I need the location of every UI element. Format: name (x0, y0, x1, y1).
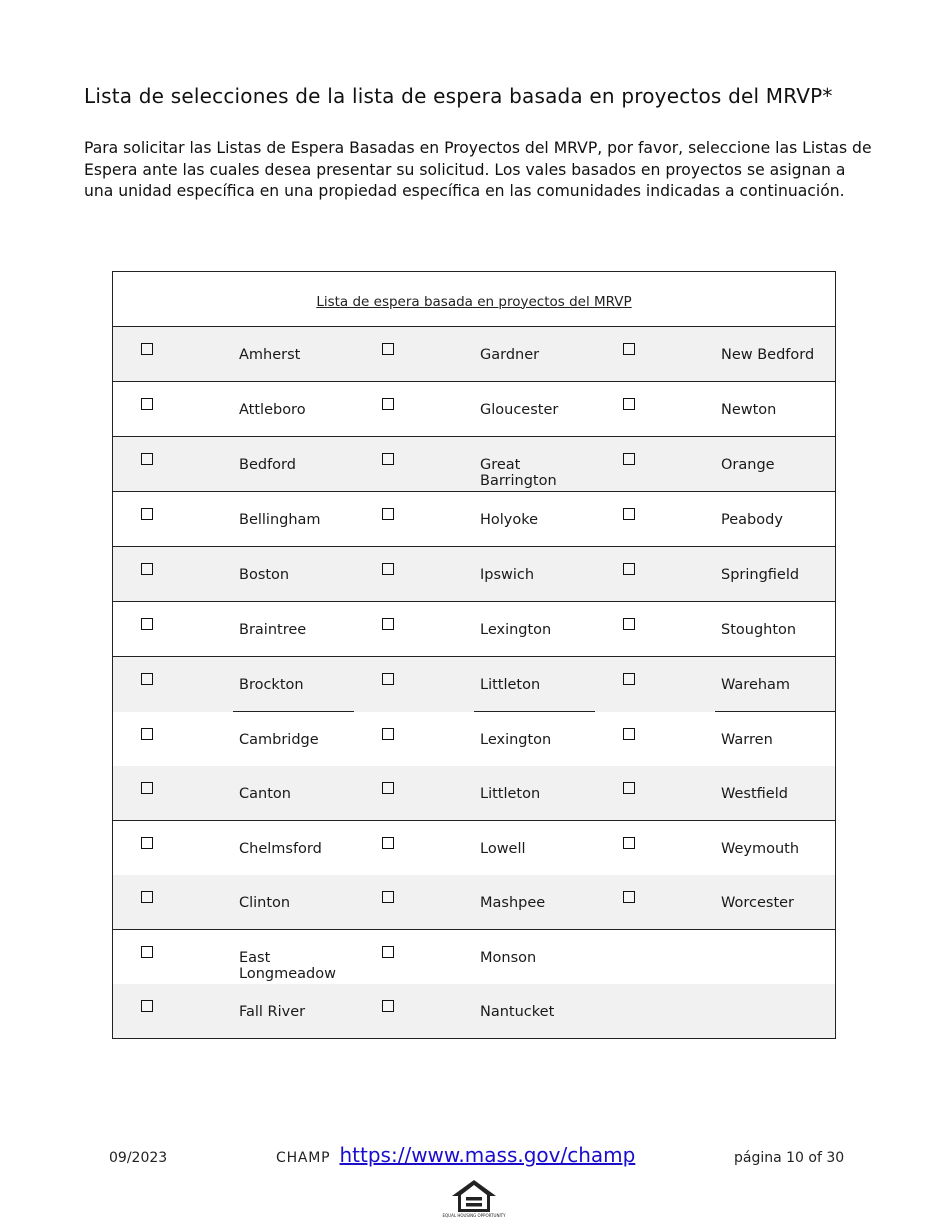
waitlist-checkbox[interactable] (141, 563, 153, 575)
waitlist-checkbox[interactable] (141, 453, 153, 465)
waitlist-checkbox[interactable] (623, 782, 635, 794)
intro-paragraph: Para solicitar las Listas de Espera Basadas en Proyectos del MRVP, por favor, seleccione las Listas de Espera ante las cuales desea presentar su solicitud. Los vales basados en proyectos se asignan a una unidad específica en una propiedad específica en las comunidades indicadas a continuación. (84, 139, 872, 200)
waitlist-checkbox[interactable] (623, 618, 635, 630)
waitlist-checkbox[interactable] (623, 891, 635, 903)
waitlist-checkbox[interactable] (141, 1000, 153, 1012)
waitlist-checkbox[interactable] (623, 728, 635, 740)
waitlist-checkbox[interactable] (141, 618, 153, 630)
waitlist-checkbox[interactable] (382, 453, 394, 465)
equal-housing-caption: EQUAL HOUSING OPPORTUNITY (442, 1213, 506, 1218)
table-title: Lista de espera basada en proyectos del MRVP (316, 293, 632, 310)
waitlist-community-label: Lowell (480, 841, 526, 857)
waitlist-community-label: Fall River (239, 1004, 306, 1020)
waitlist-community-label: Mashpee (480, 895, 546, 911)
waitlist-row (113, 712, 836, 767)
waitlist-community-label: Boston (239, 567, 290, 583)
waitlist-community-label: Stoughton (721, 622, 797, 638)
waitlist-checkbox[interactable] (141, 398, 153, 410)
waitlist-checkbox[interactable] (141, 728, 153, 740)
waitlist-community-label: Peabody (721, 512, 783, 528)
waitlist-row (113, 327, 836, 382)
page-heading: Lista de selecciones de la lista de espera basada en proyectos del MRVP* (84, 84, 833, 108)
waitlist-checkbox[interactable] (623, 563, 635, 575)
waitlist-checkbox[interactable] (623, 453, 635, 465)
waitlist-community-label: Attleboro (239, 402, 306, 418)
waitlist-community-label: Great Barrington (480, 457, 557, 489)
waitlist-community-label: Newton (721, 402, 777, 418)
waitlist-checkbox[interactable] (623, 398, 635, 410)
waitlist-community-label: Orange (721, 457, 775, 473)
waitlist-community-label: Littleton (480, 786, 541, 802)
waitlist-checkbox[interactable] (141, 343, 153, 355)
waitlist-row (113, 437, 836, 492)
waitlist-community-label: Lexington (480, 622, 552, 638)
waitlist-community-label: Chelmsford (239, 841, 322, 857)
waitlist-checkbox[interactable] (382, 782, 394, 794)
waitlist-checkbox[interactable] (382, 946, 394, 958)
waitlist-community-label: Bellingham (239, 512, 321, 528)
footer-date: 09/2023 (109, 1150, 168, 1166)
waitlist-community-label: Holyoke (480, 512, 539, 528)
waitlist-community-label: Warren (721, 732, 773, 748)
waitlist-row (113, 602, 836, 657)
waitlist-checkbox[interactable] (382, 398, 394, 410)
waitlist-checkbox[interactable] (623, 343, 635, 355)
waitlist-community-label: Bedford (239, 457, 296, 473)
waitlist-checkbox[interactable] (141, 782, 153, 794)
waitlist-community-label: Wareham (721, 677, 791, 693)
waitlist-checkbox[interactable] (382, 837, 394, 849)
waitlist-community-label: Nantucket (480, 1004, 555, 1020)
waitlist-row (113, 382, 836, 437)
waitlist-checkbox[interactable] (141, 946, 153, 958)
footer-brand: CHAMP (276, 1150, 331, 1166)
waitlist-checkbox[interactable] (382, 673, 394, 685)
waitlist-community-label: Lexington (480, 732, 552, 748)
footer-center (276, 1143, 635, 1167)
waitlist-community-label: Braintree (239, 622, 307, 638)
waitlist-checkbox[interactable] (141, 508, 153, 520)
table-title-row (113, 272, 836, 327)
waitlist-checkbox[interactable] (382, 1000, 394, 1012)
waitlist-checkbox[interactable] (141, 891, 153, 903)
waitlist-community-label: Worcester (721, 895, 795, 911)
waitlist-checkbox[interactable] (382, 563, 394, 575)
waitlist-row (113, 547, 836, 602)
waitlist-row (113, 984, 836, 1039)
waitlist-row (113, 930, 836, 985)
waitlist-community-label: Cambridge (239, 732, 319, 748)
waitlist-checkbox[interactable] (382, 343, 394, 355)
waitlist-community-label: Clinton (239, 895, 291, 911)
waitlist-community-label: Gloucester (480, 402, 559, 418)
waitlist-community-label: Ipswich (480, 567, 535, 583)
waitlist-community-label: Canton (239, 786, 291, 802)
waitlist-checkbox[interactable] (623, 837, 635, 849)
waitlist-checkbox[interactable] (382, 728, 394, 740)
waitlist-community-label: Littleton (480, 677, 541, 693)
waitlist-checkbox[interactable] (382, 891, 394, 903)
waitlist-row (113, 657, 836, 712)
champ-link[interactable]: https://www.mass.gov/champ (339, 1143, 636, 1167)
waitlist-checkbox[interactable] (382, 508, 394, 520)
equal-housing-logo-icon (442, 1178, 506, 1222)
waitlist-checkbox[interactable] (623, 673, 635, 685)
waitlist-community-label: Springfield (721, 567, 800, 583)
waitlist-checkbox[interactable] (623, 508, 635, 520)
waitlist-table (112, 271, 836, 1039)
waitlist-checkbox[interactable] (141, 673, 153, 685)
waitlist-row (113, 766, 836, 821)
waitlist-community-label: Weymouth (721, 841, 800, 857)
waitlist-row (113, 875, 836, 930)
waitlist-checkbox[interactable] (382, 618, 394, 630)
waitlist-row (113, 492, 836, 547)
waitlist-community-label: Amherst (239, 347, 301, 363)
waitlist-body (113, 327, 836, 1039)
waitlist-community-label: Brockton (239, 677, 304, 693)
waitlist-community-label: New Bedford (721, 347, 815, 363)
waitlist-community-label: Monson (480, 950, 537, 966)
waitlist-community-label: Gardner (480, 347, 540, 363)
waitlist-community-label: Westfield (721, 786, 788, 802)
waitlist-row (113, 821, 836, 876)
page-number: página 10 of 30 (734, 1150, 845, 1166)
waitlist-checkbox[interactable] (141, 837, 153, 849)
waitlist-community-label: East Longmeadow (239, 950, 336, 982)
